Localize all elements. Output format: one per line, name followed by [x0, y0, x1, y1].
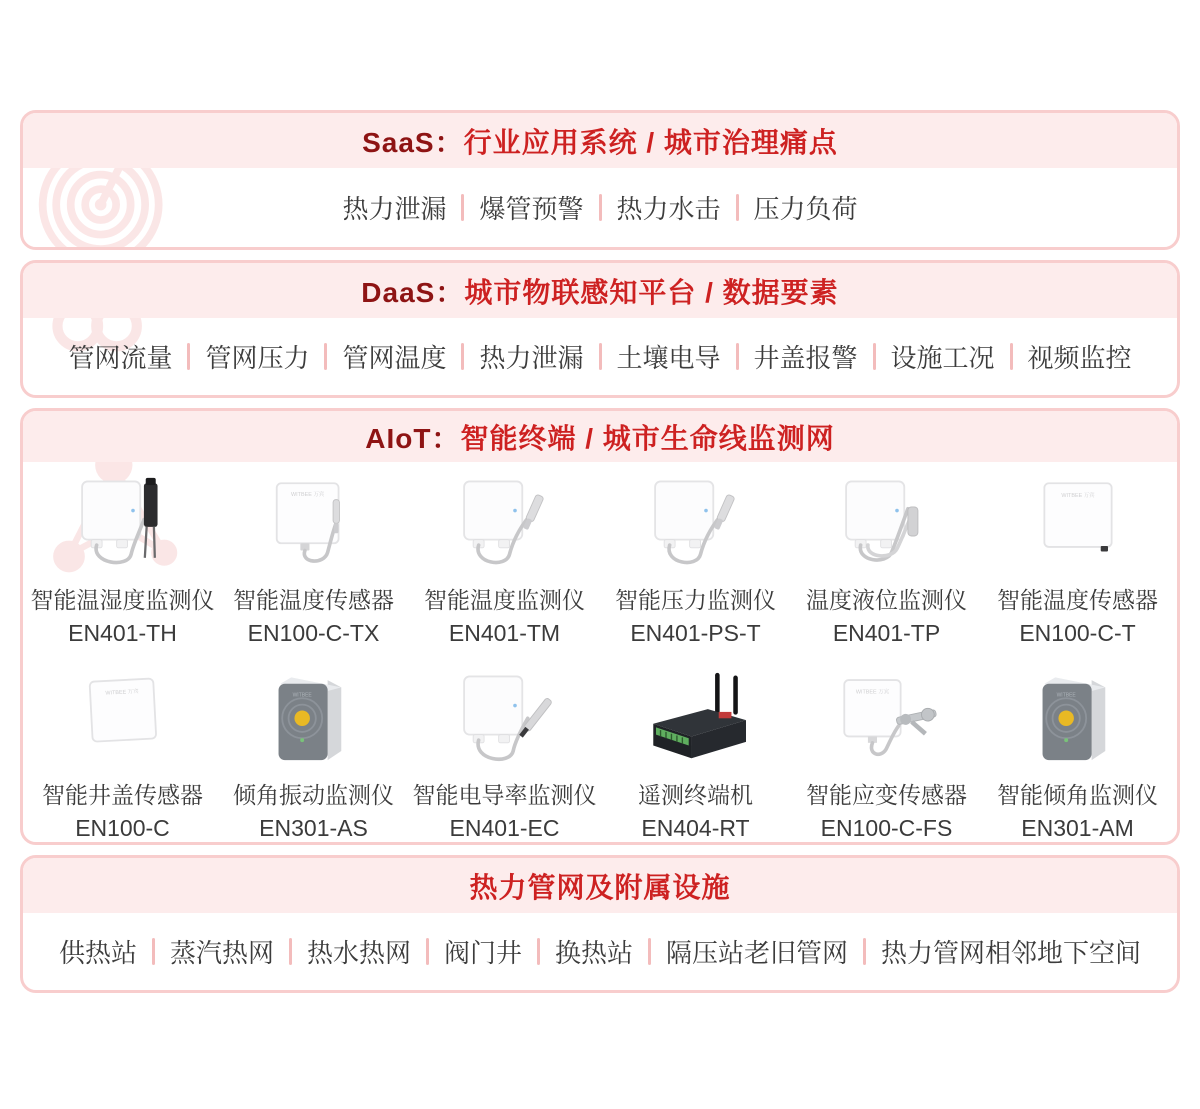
section-facilities-header: [23, 858, 1177, 913]
section-saas-title-prefix: SaaS：: [362, 126, 464, 158]
infographic-stack: [20, 0, 1180, 993]
product-model: EN100-C-T: [1019, 620, 1136, 646]
daas-items-row: [53, 338, 1146, 375]
product-card: [27, 476, 218, 647]
list-item: 土壤电导: [616, 343, 721, 373]
product-name: 智能应变传感器: [806, 782, 967, 808]
product-card: [791, 476, 982, 647]
svg-text:WITBEE 万宾: WITBEE 万宾: [1060, 492, 1095, 499]
product-model: EN401-EC: [449, 815, 560, 841]
product-card: [982, 671, 1173, 842]
list-item: 井盖报警: [753, 343, 858, 373]
section-saas-body: [23, 168, 1177, 247]
list-item: 热水热网: [306, 938, 411, 968]
aiot-product-grid: [23, 462, 1177, 842]
svg-text:WITBEE: WITBEE: [292, 692, 312, 699]
product-card: [218, 476, 409, 647]
product-device-image: [218, 671, 409, 771]
facilities-items-row: [44, 933, 1156, 970]
device-illustration-icon: [620, 671, 772, 771]
section-daas-body: [23, 318, 1177, 395]
list-item: 阀门井: [443, 938, 522, 968]
device-illustration-icon: [238, 671, 390, 771]
product-model: EN401-TM: [448, 620, 561, 646]
product-model: EN401-TP: [832, 620, 941, 646]
device-illustration-icon: [620, 476, 772, 576]
list-item: 设施工况: [890, 343, 995, 373]
product-model: EN100-C: [75, 815, 170, 841]
section-saas: [20, 110, 1180, 250]
product-name: 智能温湿度监测仪: [30, 587, 215, 613]
product-name: 遥测终端机: [638, 782, 753, 808]
product-card: [982, 476, 1173, 647]
list-item: 蒸汽热网: [169, 938, 274, 968]
product-device-image: [791, 476, 982, 576]
product-name: 智能温度传感器: [233, 587, 394, 613]
product-model: EN100-C-FS: [820, 815, 953, 841]
product-device-image: [982, 671, 1173, 771]
product-name: 智能压力监测仪: [615, 587, 776, 613]
product-device-image: [27, 476, 218, 576]
svg-text:WITBEE 万宾: WITBEE 万宾: [290, 492, 324, 498]
section-daas: [20, 260, 1180, 398]
product-name: 智能温度传感器: [997, 587, 1158, 613]
product-device-image: [982, 476, 1173, 576]
section-facilities: [20, 855, 1180, 993]
list-item: 压力负荷: [753, 194, 858, 224]
product-card: [409, 476, 600, 647]
list-item: 换热站: [555, 938, 634, 968]
svg-text:WITBEE 万宾: WITBEE 万宾: [855, 689, 889, 696]
product-model: EN301-AM: [1021, 815, 1134, 841]
list-item: 管网压力: [205, 343, 310, 373]
section-daas-title: 城市物联感知平台 / 数据要素: [464, 276, 839, 308]
device-illustration-icon: [47, 476, 199, 576]
product-name: 智能温度监测仪: [424, 587, 585, 613]
product-card: [600, 476, 791, 647]
product-device-image: [600, 476, 791, 576]
list-item: 管网流量: [68, 343, 173, 373]
list-item: 视频监控: [1027, 343, 1132, 373]
product-model: EN401-PS-T: [630, 620, 761, 646]
list-item: 热力泄漏: [479, 343, 584, 373]
product-device-image: [600, 671, 791, 771]
product-device-image: [27, 671, 218, 771]
list-item: 热力泄漏: [342, 194, 447, 224]
section-facilities-title: 热力管网及附属设施: [469, 871, 731, 903]
device-illustration-icon: [1002, 476, 1154, 576]
product-card: [600, 671, 791, 842]
section-facilities-body: [23, 913, 1177, 990]
product-model: EN301-AS: [259, 815, 368, 841]
section-aiot-header: [23, 411, 1177, 462]
section-aiot: [20, 408, 1180, 845]
svg-text:WITBEE: WITBEE: [1056, 692, 1076, 699]
list-item: 热力水击: [616, 194, 721, 224]
device-illustration-icon: [47, 671, 199, 771]
device-illustration-icon: [429, 671, 581, 771]
device-illustration-icon: [811, 476, 963, 576]
section-daas-header: [23, 263, 1177, 318]
list-item: 热力管网相邻地下空间: [881, 938, 1142, 968]
product-name: 温度液位监测仪: [806, 587, 967, 613]
product-device-image: [409, 476, 600, 576]
section-aiot-title: 智能终端 / 城市生命线监测网: [460, 422, 835, 454]
product-card: [791, 671, 982, 842]
section-daas-title-prefix: DaaS：: [361, 276, 465, 308]
list-item: 爆管预警: [479, 194, 584, 224]
list-item: 隔压站老旧管网: [666, 938, 849, 968]
product-model: EN404-RT: [641, 815, 750, 841]
product-name: 倾角振动监测仪: [233, 782, 394, 808]
product-name: 智能井盖传感器: [42, 782, 203, 808]
product-card: [27, 671, 218, 842]
product-device-image: [791, 671, 982, 771]
product-card: [409, 671, 600, 842]
product-model: EN401-TH: [68, 620, 177, 646]
product-device-image: [218, 476, 409, 576]
device-illustration-icon: [1002, 671, 1154, 771]
list-item: 供热站: [58, 938, 137, 968]
device-illustration-icon: [238, 476, 390, 576]
device-illustration-icon: [429, 476, 581, 576]
svg-text:WITBEE 万宾: WITBEE 万宾: [104, 688, 139, 697]
device-illustration-icon: [811, 671, 963, 771]
product-card: [218, 671, 409, 842]
section-saas-title: 行业应用系统 / 城市治理痛点: [463, 126, 838, 158]
product-model: EN100-C-TX: [247, 620, 380, 646]
saas-items-row: [327, 189, 872, 226]
product-name: 智能倾角监测仪: [997, 782, 1158, 808]
section-saas-header: [23, 113, 1177, 168]
section-aiot-title-prefix: AIoT：: [365, 422, 461, 454]
product-device-image: [409, 671, 600, 771]
product-name: 智能电导率监测仪: [412, 782, 597, 808]
list-item: 管网温度: [342, 343, 447, 373]
